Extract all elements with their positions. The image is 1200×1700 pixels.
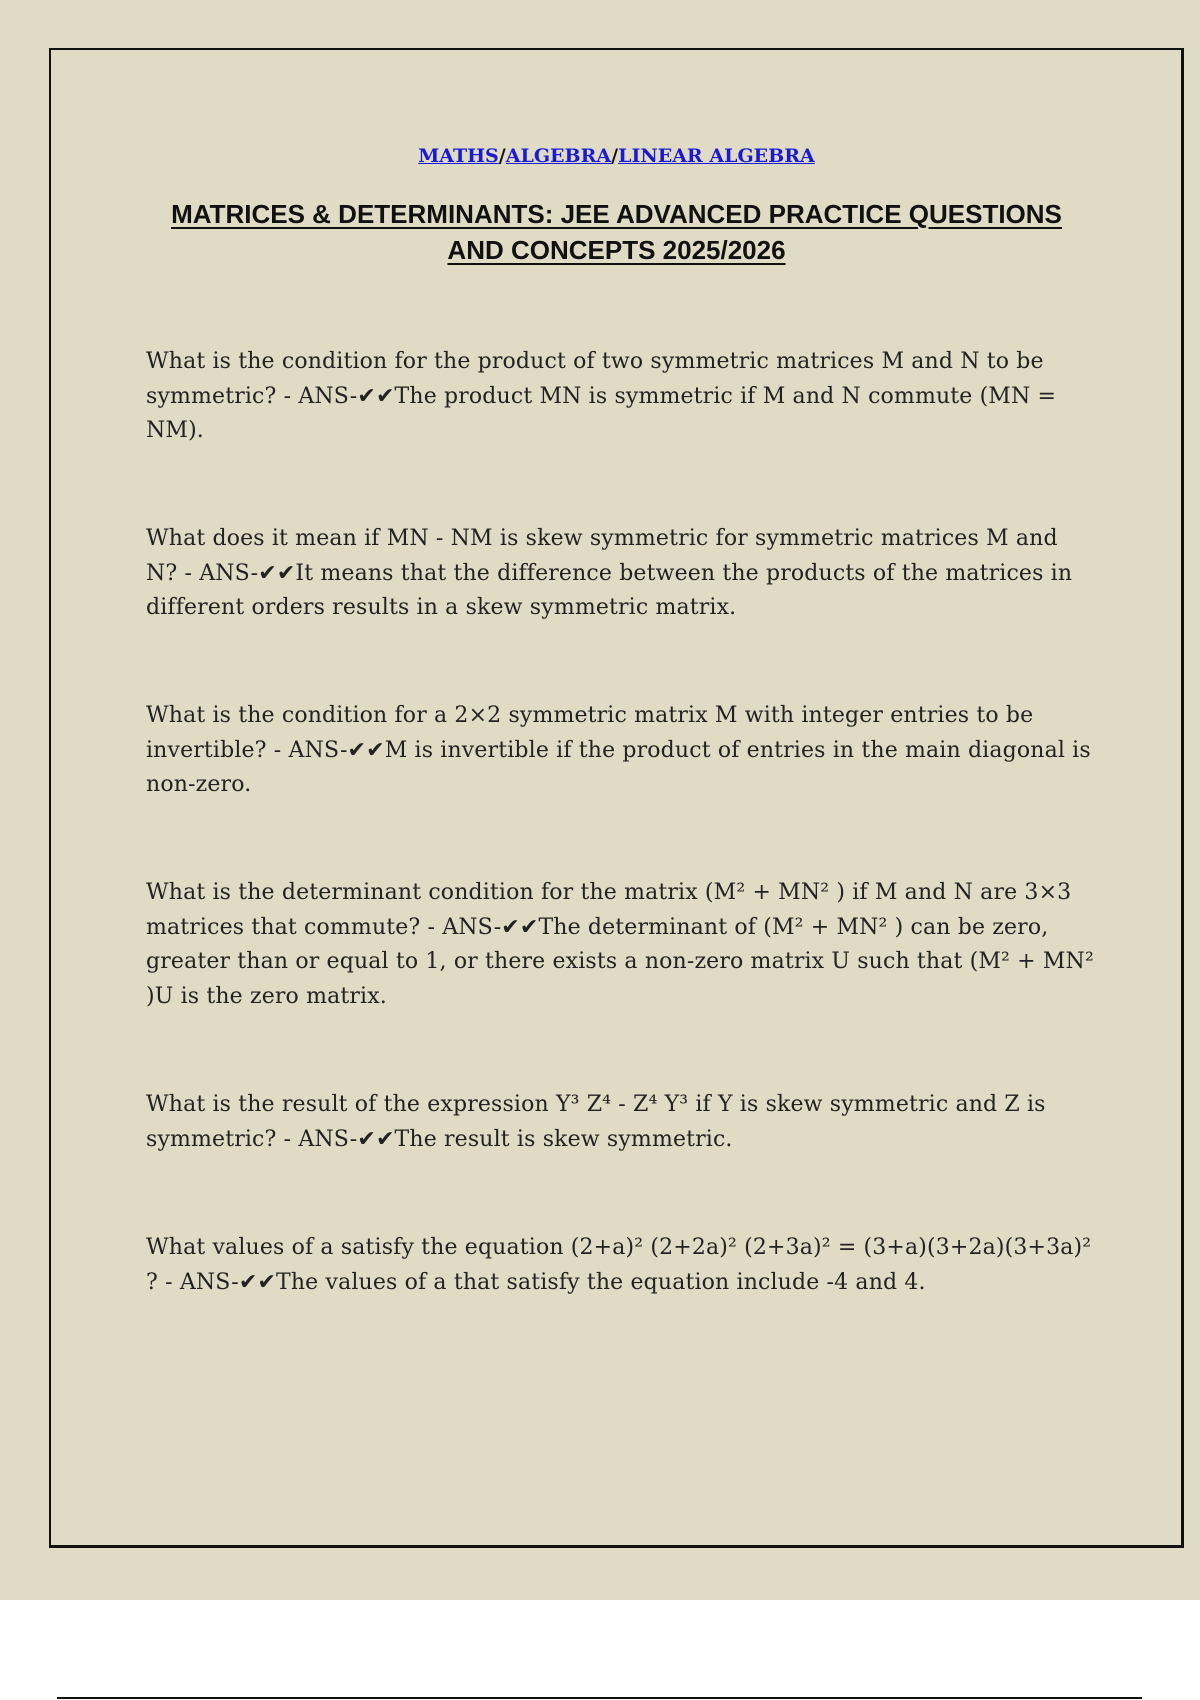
breadcrumb-link-linear-algebra[interactable]: LINEAR ALGEBRA xyxy=(618,145,815,167)
breadcrumb-separator: / xyxy=(498,145,506,167)
qa-item-3: What is the condition for a 2×2 symmetric matrix M with integer entries to be invertible? - ANS-✔✔M is invertible if the product of entries in the main diagonal is non-zero. xyxy=(146,703,1091,797)
qa-item-6: What values of a satisfy the equation (2+a)² (2+2a)² (2+3a)² = (3+a)(3+2a)(3+3a)² ? - ANS-✔✔The values of a that satisfy the equation include -4 and 4. xyxy=(146,1235,1092,1295)
qa-item-2: What does it mean if MN - NM is skew symmetric for symmetric matrices M and N? - ANS-✔✔It means that the difference between the products of the matrices in different orders results in a skew symmetric matrix. xyxy=(146,526,1073,620)
qa-item-4: What is the determinant condition for the matrix (M² + MN² ) if M and N are 3×3 matrices that commute? - ANS-✔✔The determinant of (M² + MN² ) can be zero, greater than or equal to 1, or there exists a non-zero matrix U such that (M² + MN² )U is the zero matrix. xyxy=(146,880,1094,1009)
breadcrumb xyxy=(0,145,1200,167)
qa-item-5: What is the result of the expression Y³ Z⁴ - Z⁴ Y³ if Y is skew symmetric and Z is symmetric? - ANS-✔✔The result is skew symmetric. xyxy=(146,1092,1046,1152)
footer-divider xyxy=(57,1697,1142,1699)
breadcrumb-link-maths[interactable]: MATHS xyxy=(418,145,499,167)
breadcrumb-separator: / xyxy=(611,145,619,167)
qa-item-1: What is the condition for the product of two symmetric matrices M and N to be symmetric? - ANS-✔✔The product MN is symmetric if M and N commute (MN = NM). xyxy=(146,349,1057,443)
document-title: MATRICES & DETERMINANTS: JEE ADVANCED PRACTICE QUESTIONS AND CONCEPTS 2025/2026 xyxy=(171,199,1062,265)
breadcrumb-link-algebra[interactable]: ALGEBRA xyxy=(505,145,612,167)
